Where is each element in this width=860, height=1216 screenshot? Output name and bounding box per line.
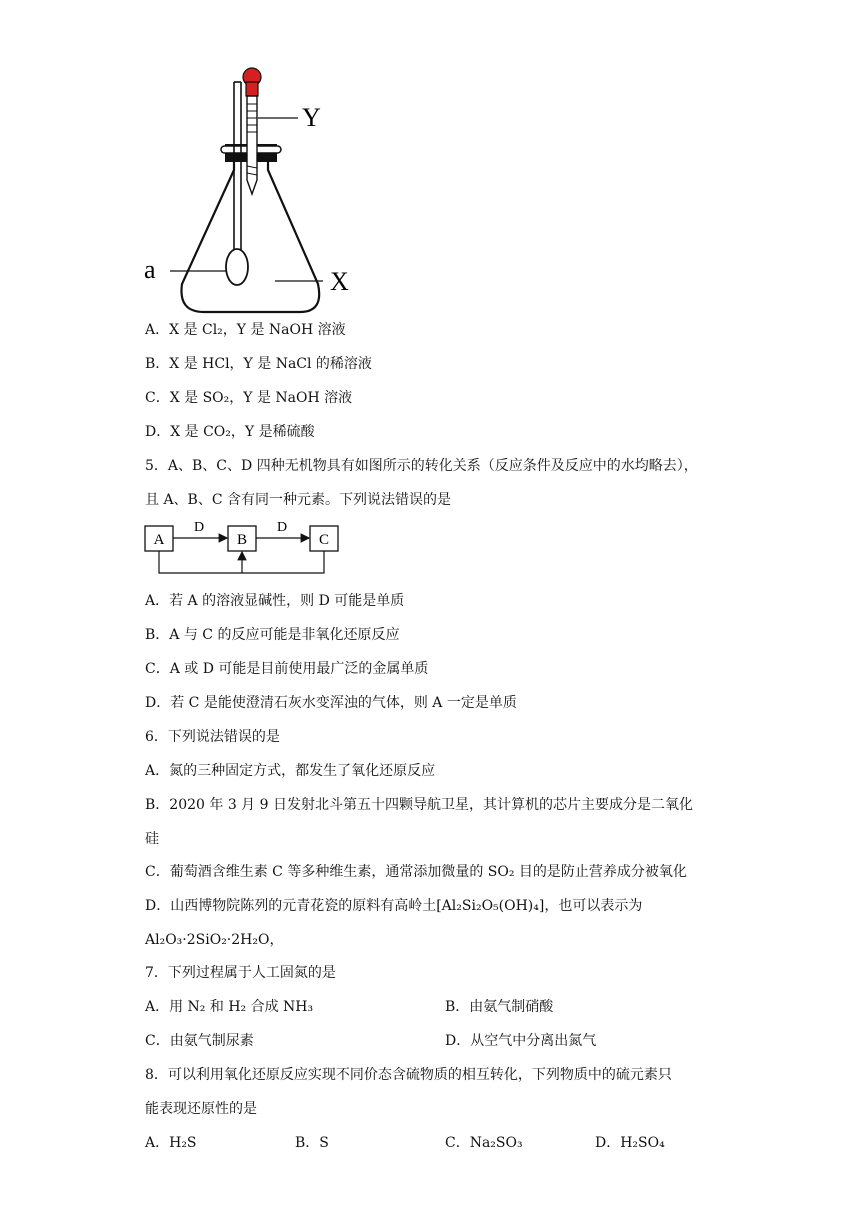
q8-option-c: C．Na₂SO₃ — [445, 1135, 523, 1151]
q5-stem-line2: 且 A、B、C 含有同一种元素。下列说法错误的是 — [145, 492, 452, 508]
q6-option-b-line1: B．2020 年 3 月 9 日发射北斗第五十四颗导航卫星，其计算机的芯片主要成分是二氧化 — [145, 797, 693, 813]
q4-option-d: D．X 是 CO₂，Y 是稀硫酸 — [145, 424, 315, 440]
label-x: X — [330, 267, 349, 296]
q7-option-c: C．由氨气制尿素 — [145, 1033, 254, 1049]
q8-option-a: A．H₂S — [145, 1135, 197, 1151]
q5-stem-line1: 5．A、B、C、D 四种无机物具有如图所示的转化关系（反应条件及反应中的水均略去）， — [145, 458, 698, 474]
q5-option-b: B．A 与 C 的反应可能是非氧化还原反应 — [145, 627, 400, 643]
q8-option-b: B．S — [295, 1135, 329, 1151]
q4-option-a: A．X 是 Cl₂，Y 是 NaOH 溶液 — [145, 322, 346, 338]
q5-option-c: C．A 或 D 可能是目前使用最广泛的金属单质 — [145, 661, 429, 677]
balloon-a — [226, 249, 248, 285]
q5-option-a: A．若 A 的溶液显碱性，则 D 可能是单质 — [145, 593, 405, 609]
arrow2-label: D — [276, 520, 288, 535]
q6-option-c: C．葡萄酒含维生素 C 等多种维生素，通常添加微量的 SO₂ 目的是防止营养成分被氧化 — [145, 864, 687, 880]
q6-option-d-line1: D．山西博物院陈列的元青花瓷的原料有高岭土[Al₂Si₂O₅(OH)₄]，也可以表示为 — [145, 898, 643, 914]
q7-option-a: A．用 N₂ 和 H₂ 合成 NH₃ — [145, 999, 314, 1015]
q7-option-b: B．由氨气制硝酸 — [445, 999, 554, 1015]
q4-option-b: B．X 是 HCl，Y 是 NaCl 的稀溶液 — [145, 356, 372, 372]
flask-apparatus-figure — [140, 62, 370, 317]
q7-option-d: D．从空气中分离出氮气 — [445, 1033, 597, 1049]
label-a: a — [144, 255, 156, 284]
q4-option-c: C．X 是 SO₂，Y 是 NaOH 溶液 — [145, 390, 353, 406]
svg-text:C: C — [318, 532, 330, 548]
conversion-diagram — [143, 517, 343, 579]
q8-option-d: D．H₂SO₄ — [595, 1135, 665, 1151]
q6-option-a: A．氮的三种固定方式，都发生了氧化还原反应 — [145, 763, 436, 779]
q6-option-d-line2: Al₂O₃·2SiO₂·2H₂O， — [145, 932, 284, 948]
q8-stem-line1: 8．可以利用氧化还原反应实现不同价态含硫物质的相互转化，下列物质中的硫元素只 — [145, 1067, 672, 1083]
q6-stem: 6．下列说法错误的是 — [145, 729, 280, 745]
feedback-arrow — [159, 551, 324, 573]
arrow1-label: D — [193, 520, 205, 535]
q5-option-d: D．若 C 是能使澄清石灰水变浑浊的气体，则 A 一定是单质 — [145, 695, 517, 711]
svg-text:A: A — [153, 532, 165, 548]
q6-option-b-line2: 硅 — [145, 831, 159, 847]
label-y: Y — [302, 103, 321, 132]
q7-stem: 7．下列过程属于人工固氮的是 — [145, 965, 336, 981]
q8-stem-line2: 能表现还原性的是 — [145, 1101, 257, 1117]
svg-text:B: B — [236, 532, 248, 548]
